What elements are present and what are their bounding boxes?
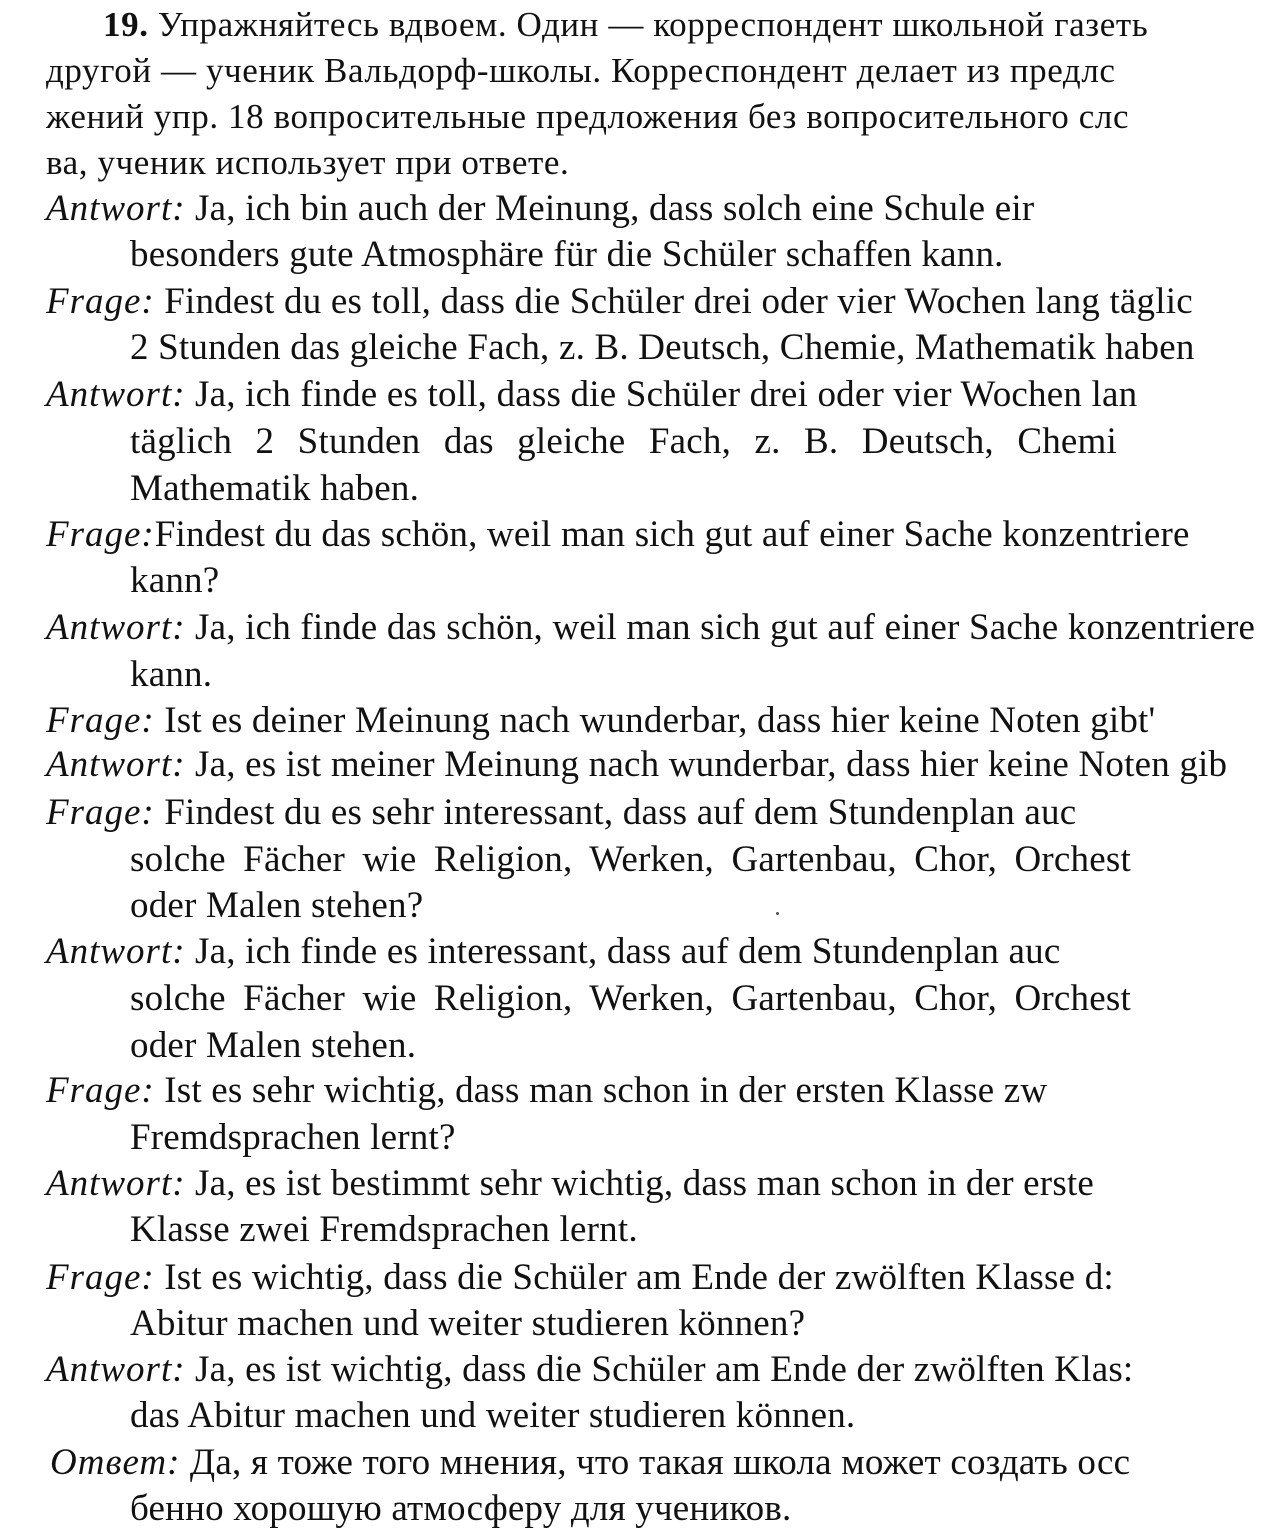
speaker-label: Antwort: xyxy=(46,1163,186,1204)
dialogue-text: Ja, ich finde das schön, weil man sich gut auf einer Sache konzentriere xyxy=(185,607,1256,648)
dialogue-text: Ist es sehr wichtig, dass man schon in der ersten Klasse zw xyxy=(154,1070,1048,1111)
dialogue-text: Ja, ich finde es interessant, dass auf dem Stundenplan auc xyxy=(185,931,1061,972)
speaker-label: Ответ: xyxy=(50,1442,181,1483)
dialogue-line xyxy=(46,279,1193,325)
dialogue-text: Ja, es ist bestimmt sehr wichtig, dass man schon in der erste xyxy=(185,1163,1095,1204)
dialogue-text: Ja, es ist wichtig, dass die Schüler am Ende der zwölften Klas: xyxy=(185,1349,1134,1390)
dialogue-text: Findest du es toll, dass die Schüler drei oder vier Wochen lang täglic xyxy=(154,281,1193,322)
dialogue-text: Ja, ich bin auch der Meinung, dass solch eine Schule eir xyxy=(185,188,1035,229)
exercise-intro-line-3: жений упр. 18 вопросительные предложения без вопросительного слс xyxy=(46,97,1130,136)
dialogue-line xyxy=(46,605,1255,651)
dialogue-line xyxy=(46,1255,1114,1301)
dialogue-line-continuation: kann. xyxy=(130,654,213,695)
speaker-label: Antwort: xyxy=(46,931,186,972)
exercise-number: 19. xyxy=(103,5,149,44)
speaker-label: Antwort: xyxy=(46,188,186,229)
speaker-label: Antwort: xyxy=(46,744,186,785)
speaker-label: Frage: xyxy=(46,1070,155,1111)
dialogue-line-continuation: das Abitur machen und weiter studieren können. xyxy=(130,1395,856,1436)
dialogue-line-continuation: Fremdsprachen lernt? xyxy=(130,1117,456,1158)
dialogue-line xyxy=(46,1068,1047,1114)
dialogue-line-continuation: solche Fächer wie Religion, Werken, Gartenbau, Chor, Orchest xyxy=(130,839,1131,880)
dialogue-line xyxy=(46,1161,1094,1207)
dialogue-line-continuation: besonders gute Atmosphäre für die Schüler schaffen kann. xyxy=(130,234,1004,275)
speaker-label: Frage: xyxy=(46,792,155,833)
dialogue-line xyxy=(46,372,1137,418)
dialogue-line-continuation: Mathematik haben. xyxy=(130,468,420,509)
dialogue-line-continuation: oder Malen stehen. xyxy=(130,1025,417,1066)
speaker-label: Antwort: xyxy=(46,1349,186,1390)
dialogue-line xyxy=(46,929,1060,975)
scan-speck xyxy=(776,912,779,915)
dialogue-text: Ist es deiner Meinung nach wunderbar, dass hier keine Noten gibt' xyxy=(154,700,1156,741)
dialogue-text: Findest du das schön, weil man sich gut auf einer Sache konzentriere xyxy=(154,514,1190,555)
dialogue-text: Findest du es sehr interessant, dass auf dem Stundenplan auc xyxy=(154,792,1077,833)
dialogue-line-continuation: бенно хорошую атмосферу для учеников. xyxy=(130,1488,792,1529)
exercise-intro-line-2: другой — ученик Вальдорф-школы. Корреспондент делает из предлс xyxy=(46,51,1116,90)
dialogue-line-continuation: Abitur machen und weiter studieren können? xyxy=(130,1303,806,1344)
dialogue-line-continuation: Klasse zwei Fremdsprachen lernt. xyxy=(130,1209,638,1250)
speaker-label: Frage: xyxy=(46,700,155,741)
speaker-label: Frage: xyxy=(46,514,155,555)
exercise-intro-line-4: ва, ученик использует при ответе. xyxy=(46,143,570,182)
dialogue-line xyxy=(46,512,1190,558)
dialogue-line-continuation: kann? xyxy=(130,560,220,601)
dialogue-text: Ja, es ist meiner Meinung nach wunderbar, dass hier keine Noten gib xyxy=(185,744,1228,785)
exercise-intro-line-1 xyxy=(103,2,1148,48)
dialogue-line xyxy=(46,186,1034,232)
dialogue-text: Ist es wichtig, dass die Schüler am Ende der zwölften Klasse d: xyxy=(154,1257,1114,1298)
speaker-label: Antwort: xyxy=(46,374,186,415)
speaker-label: Frage: xyxy=(46,281,155,322)
dialogue-line xyxy=(46,1347,1133,1393)
dialogue-line xyxy=(46,698,1155,744)
dialogue-text: Ja, ich finde es toll, dass die Schüler drei oder vier Wochen lan xyxy=(185,374,1138,415)
dialogue-line-continuation: 2 Stunden das gleiche Fach, z. B. Deutsch, Chemie, Mathematik haben xyxy=(130,327,1195,368)
dialogue-line xyxy=(46,742,1227,788)
dialogue-text: Да, я тоже того мнения, что такая школа может создать осс xyxy=(180,1442,1131,1483)
dialogue-line xyxy=(46,790,1076,836)
dialogue-line xyxy=(50,1440,1130,1486)
speaker-label: Antwort: xyxy=(46,607,186,648)
dialogue-line-continuation: solche Fächer wie Religion, Werken, Gartenbau, Chor, Orchest xyxy=(130,978,1131,1019)
speaker-label: Frage: xyxy=(46,1257,155,1298)
dialogue-line-continuation: oder Malen stehen? xyxy=(130,885,424,926)
dialogue-line-continuation: täglich 2 Stunden das gleiche Fach, z. B. Deutsch, Chemi xyxy=(130,421,1117,462)
exercise-intro-text: Упражняйтесь вдвоем. Один — корреспондент школьной газеть xyxy=(148,5,1149,44)
